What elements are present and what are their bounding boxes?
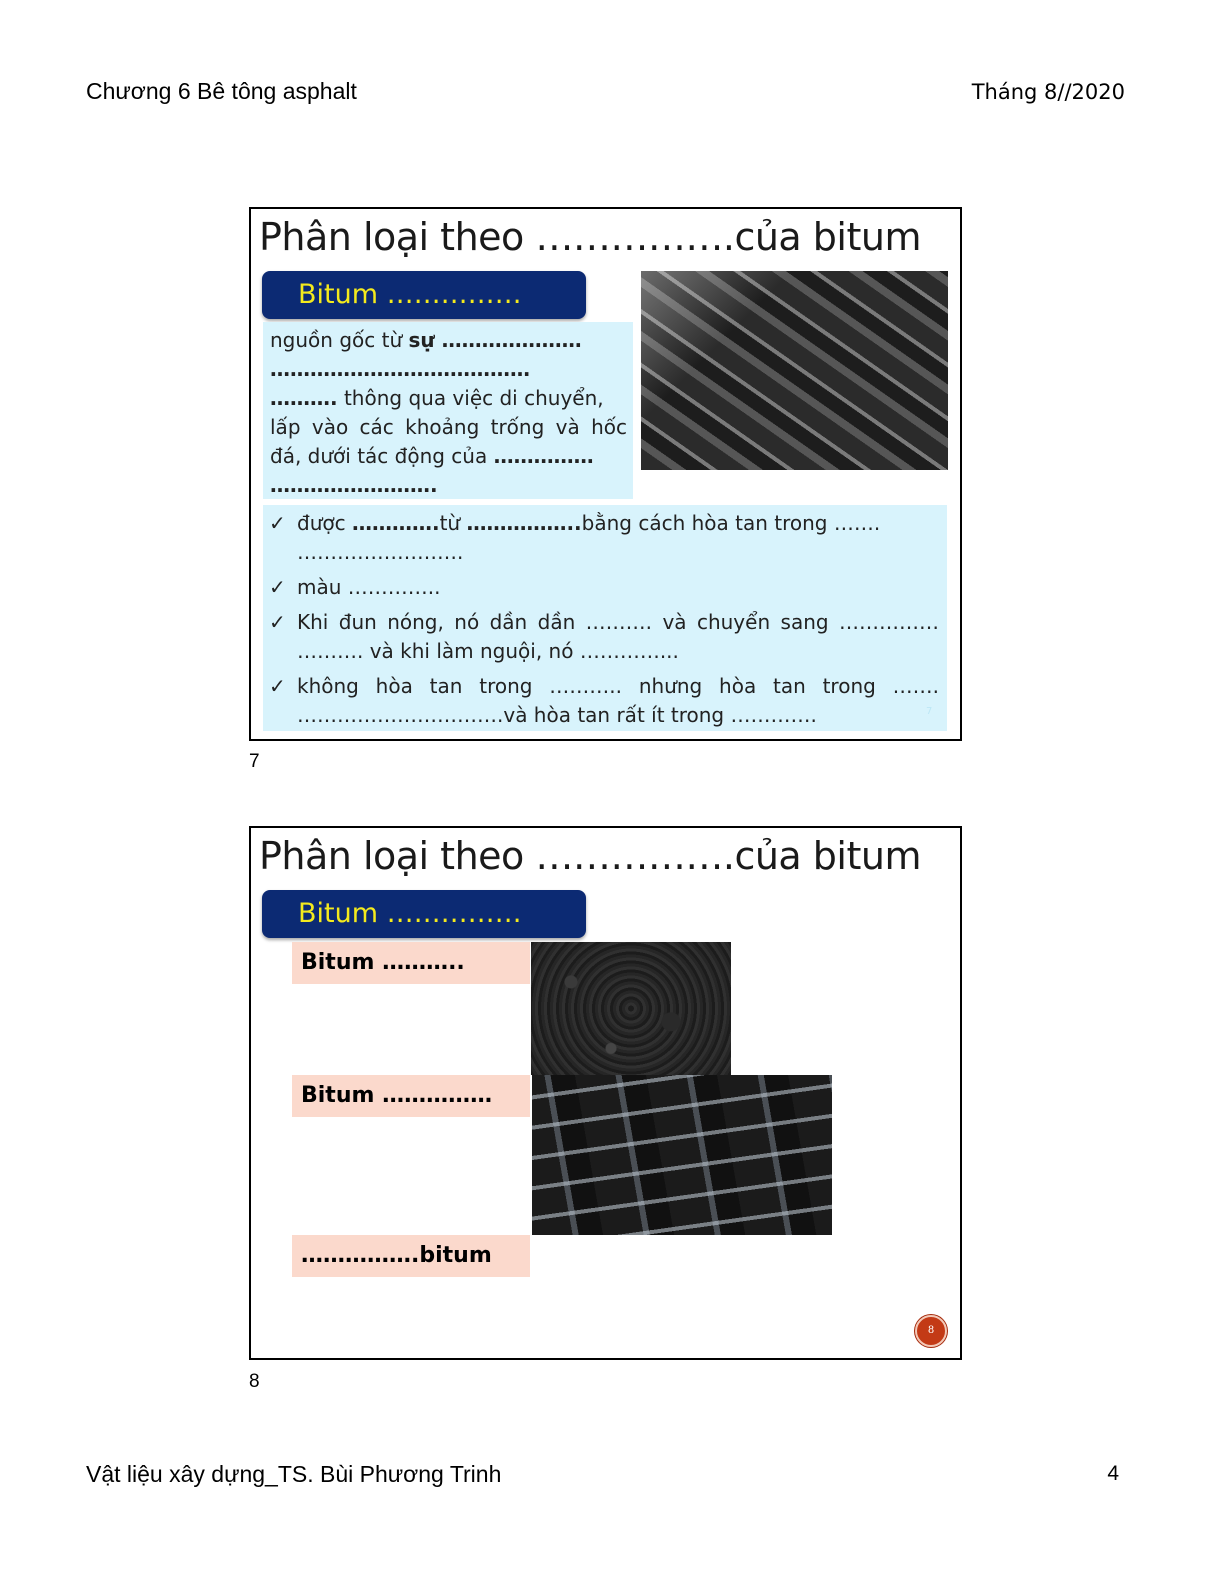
bullet-item: ✓ không hòa tan trong ……….. nhưng hòa tan trong ……. ………………………….và hòa tan rất ít trong …………. [269,674,939,727]
bitum-type-label-2: Bitum …………… [292,1075,530,1117]
rock-bitumen-photo [641,271,948,470]
footer-page-number: 4 [1107,1462,1119,1485]
slide-title: Phân loại theo …………….của bitum [259,834,921,878]
bullet-item: ✓ Khi đun nóng, nó dần dần ………. và chuyển sang …………… ………. và khi làm nguội, nó …………... [269,610,939,663]
header-date: Tháng 8//2020 [971,80,1125,104]
bitum-type-label-3: …………….bitum [292,1235,530,1277]
slide-footer-number: 7 [926,706,933,717]
paragraph-line-6: ……………………. [270,473,438,497]
slide-7 [249,207,962,741]
origin-paragraph [263,322,633,499]
check-icon: ✓ [269,674,286,698]
slide-title: Phân loại theo …………….của bitum [259,215,921,259]
check-icon: ✓ [269,575,286,599]
property-bullets [263,505,947,731]
bagged-bitumen-photo [532,1075,832,1235]
check-icon: ✓ [269,511,286,535]
paragraph-line-3: ………. thông qua việc di chuyển, [270,386,604,410]
slide-8 [249,826,962,1360]
chapter-title: Chương 6 Bê tông asphalt [86,78,357,104]
slide-number: 7 [249,751,260,772]
paragraph-line-2: ………………………………… [270,357,530,381]
bullet-item: ✓ được ………….từ ……………..bằng cách hòa tan trong ……. ……………………. [269,511,881,564]
slide-page-badge: 8 [915,1315,947,1347]
powder-bitumen-photo [531,942,731,1075]
footer-author: Vật liệu xây dựng_TS. Bùi Phương Trinh [86,1461,502,1487]
bullet-item: ✓ màu ………….. [263,573,939,602]
slide-number: 8 [249,1371,260,1392]
paragraph-line-4: lấp vào các khoảng trống và hốc [270,415,627,439]
paragraph-line-5: đá, dưới tác động của …………… [270,444,594,468]
paragraph-line-1: nguồn gốc từ sự ………………… [270,328,582,352]
bitum-type-label-1: Bitum ……….. [292,942,530,984]
check-icon: ✓ [269,610,286,634]
bitum-banner: Bitum …………… [262,271,586,319]
bitum-banner: Bitum …………… [262,890,586,938]
